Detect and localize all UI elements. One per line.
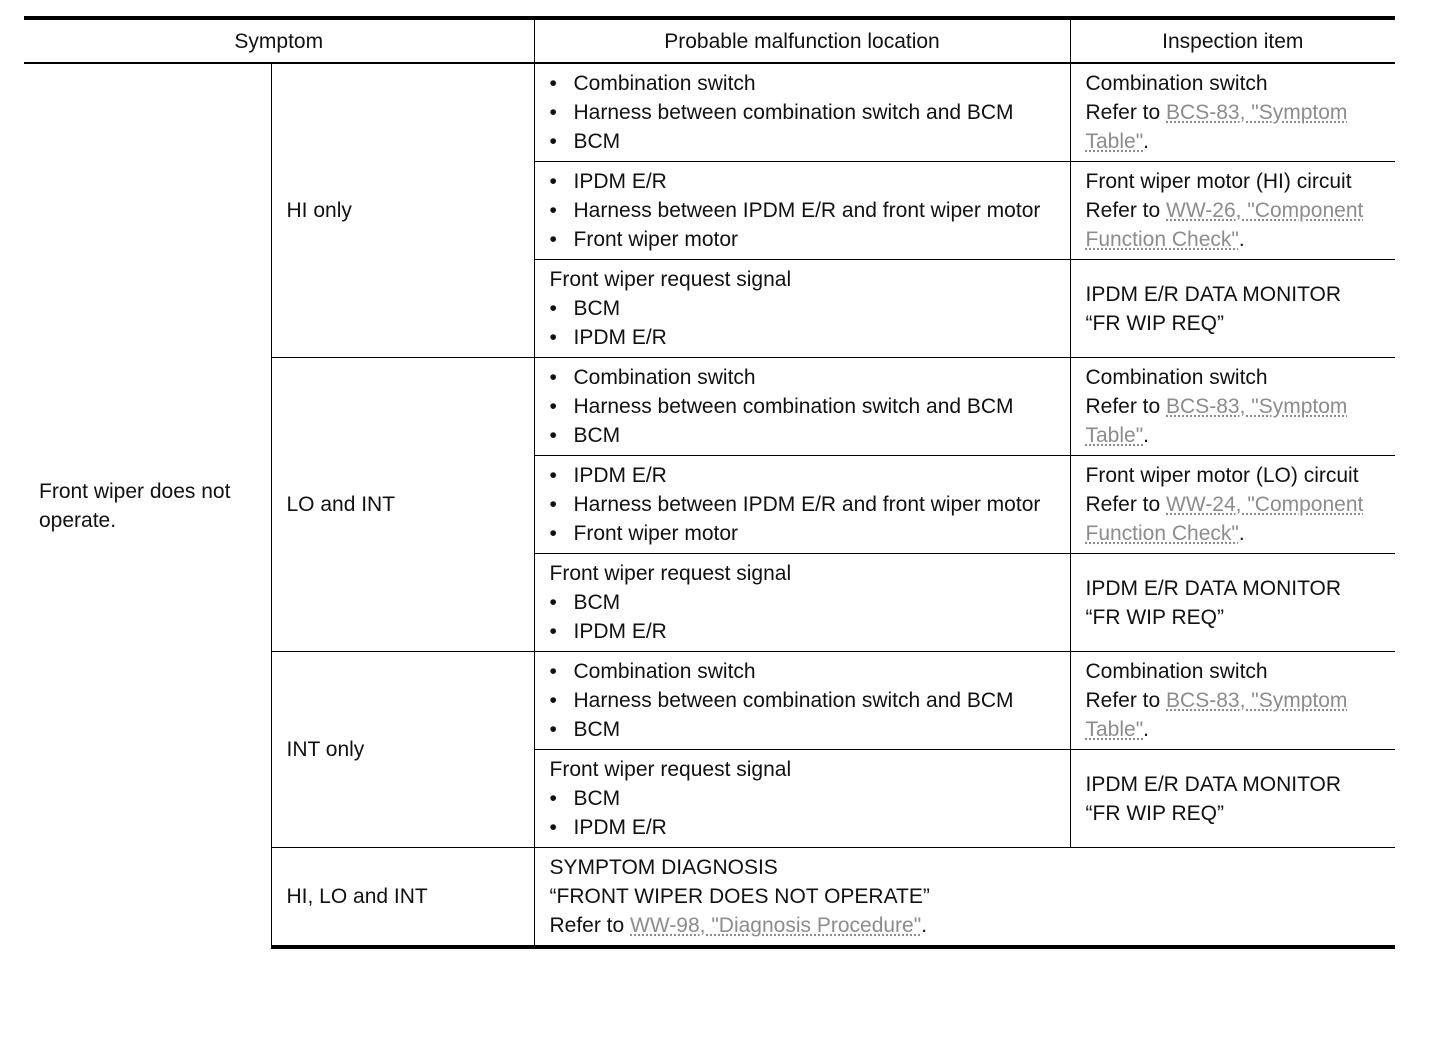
list-item: • IPDM E/R — [550, 617, 1062, 646]
list-item: • Harness between combination switch and BCM — [550, 98, 1062, 127]
list-item: • Combination switch — [550, 363, 1062, 392]
list-item: • Combination switch — [550, 69, 1062, 98]
symptom-table — [24, 16, 1395, 949]
list-item: • IPDM E/R — [550, 323, 1062, 352]
list-item: • Harness between IPDM E/R and front wiper motor — [550, 490, 1062, 519]
refer-text: Refer to — [1085, 493, 1161, 516]
inspection-cell: Combination switch Refer to BCS-83, "Symptom Table". — [1070, 652, 1395, 750]
diagnosis-line2: “FRONT WIPER DOES NOT OPERATE” — [549, 885, 930, 908]
header-inspection: Inspection item — [1070, 18, 1395, 63]
inspection-title: Combination switch — [1085, 660, 1268, 683]
request-title: Front wiper request signal — [549, 562, 792, 585]
monitor-line1: IPDM E/R DATA MONITOR — [1085, 772, 1342, 796]
reference-link[interactable]: WW-24, "Component Function Check" — [1085, 493, 1364, 545]
inspection-title: Front wiper motor (HI) circuit — [1085, 170, 1352, 193]
header-location: Probable malfunction location — [534, 18, 1070, 63]
list-item: • BCM — [550, 784, 1062, 813]
list-item: • BCM — [550, 715, 1062, 744]
refer-text: Refer to — [1085, 395, 1161, 418]
diagnosis-line1: SYMPTOM DIAGNOSIS — [549, 856, 778, 879]
header-row — [24, 18, 1395, 63]
list-item: • BCM — [550, 421, 1062, 450]
monitor-line2: “FR WIP REQ” — [1085, 311, 1224, 335]
monitor-line2: “FR WIP REQ” — [1085, 801, 1224, 825]
list-item: • Harness between IPDM E/R and front wiper motor — [550, 196, 1062, 225]
reference-link[interactable]: WW-98, "Diagnosis Procedure" — [630, 914, 922, 937]
refer-text: Refer to — [549, 914, 625, 937]
inspection-title: Combination switch — [1085, 366, 1268, 389]
location-cell — [534, 554, 1070, 652]
inspection-cell: Combination switch Refer to BCS-83, "Symptom Table". — [1070, 358, 1395, 456]
location-cell — [534, 358, 1070, 456]
diagnosis-cell: SYMPTOM DIAGNOSIS “FRONT WIPER DOES NOT OPERATE” Refer to WW-98, "Diagnosis Procedure". — [534, 848, 1395, 948]
monitor-line1: IPDM E/R DATA MONITOR — [1085, 576, 1342, 600]
reference-link[interactable]: BCS-83, "Symptom Table" — [1085, 101, 1348, 153]
inspection-cell — [1070, 750, 1395, 848]
location-cell — [534, 750, 1070, 848]
inspection-cell: Front wiper motor (LO) circuit Refer to WW-24, "Component Function Check". — [1070, 456, 1395, 554]
inspection-cell — [1070, 260, 1395, 358]
list-item: • Harness between combination switch and BCM — [550, 392, 1062, 421]
location-cell — [534, 456, 1070, 554]
list-item: • Combination switch — [550, 657, 1062, 686]
request-title: Front wiper request signal — [549, 758, 792, 781]
list-item: • IPDM E/R — [550, 813, 1062, 842]
table-row — [24, 63, 1395, 162]
request-title: Front wiper request signal — [549, 268, 792, 291]
list-item: • IPDM E/R — [550, 461, 1062, 490]
header-symptom: Symptom — [24, 18, 534, 63]
monitor-line2: “FR WIP REQ” — [1085, 605, 1224, 629]
list-item: • BCM — [550, 588, 1062, 617]
inspection-title: Front wiper motor (LO) circuit — [1085, 464, 1359, 487]
location-cell — [534, 162, 1070, 260]
inspection-cell — [1070, 554, 1395, 652]
refer-text: Refer to — [1085, 101, 1161, 124]
inspection-cell: Front wiper motor (HI) circuit Refer to WW-26, "Component Function Check". — [1070, 162, 1395, 260]
inspection-cell: Combination switch Refer to BCS-83, "Symptom Table". — [1070, 63, 1395, 162]
reference-link[interactable]: WW-26, "Component Function Check" — [1085, 199, 1364, 251]
list-item: • BCM — [550, 294, 1062, 323]
symptom-cell: Front wiper does not operate. — [39, 479, 231, 532]
reference-link[interactable]: BCS-83, "Symptom Table" — [1085, 395, 1348, 447]
list-item: • IPDM E/R — [550, 167, 1062, 196]
list-item: • Front wiper motor — [550, 225, 1062, 254]
mode-hi-lo-int: HI, LO and INT — [271, 848, 534, 948]
mode-int-only: INT only — [271, 652, 534, 848]
reference-link[interactable]: BCS-83, "Symptom Table" — [1085, 689, 1348, 741]
location-cell — [534, 260, 1070, 358]
refer-text: Refer to — [1085, 689, 1161, 712]
inspection-title: Combination switch — [1085, 72, 1268, 95]
refer-text: Refer to — [1085, 199, 1161, 222]
location-cell — [534, 63, 1070, 162]
list-item: • Harness between combination switch and BCM — [550, 686, 1062, 715]
list-item: • Front wiper motor — [550, 519, 1062, 548]
location-cell — [534, 652, 1070, 750]
mode-hi-only: HI only — [271, 63, 534, 358]
monitor-line1: IPDM E/R DATA MONITOR — [1085, 282, 1342, 306]
list-item: • BCM — [550, 127, 1062, 156]
mode-lo-and-int: LO and INT — [271, 358, 534, 652]
